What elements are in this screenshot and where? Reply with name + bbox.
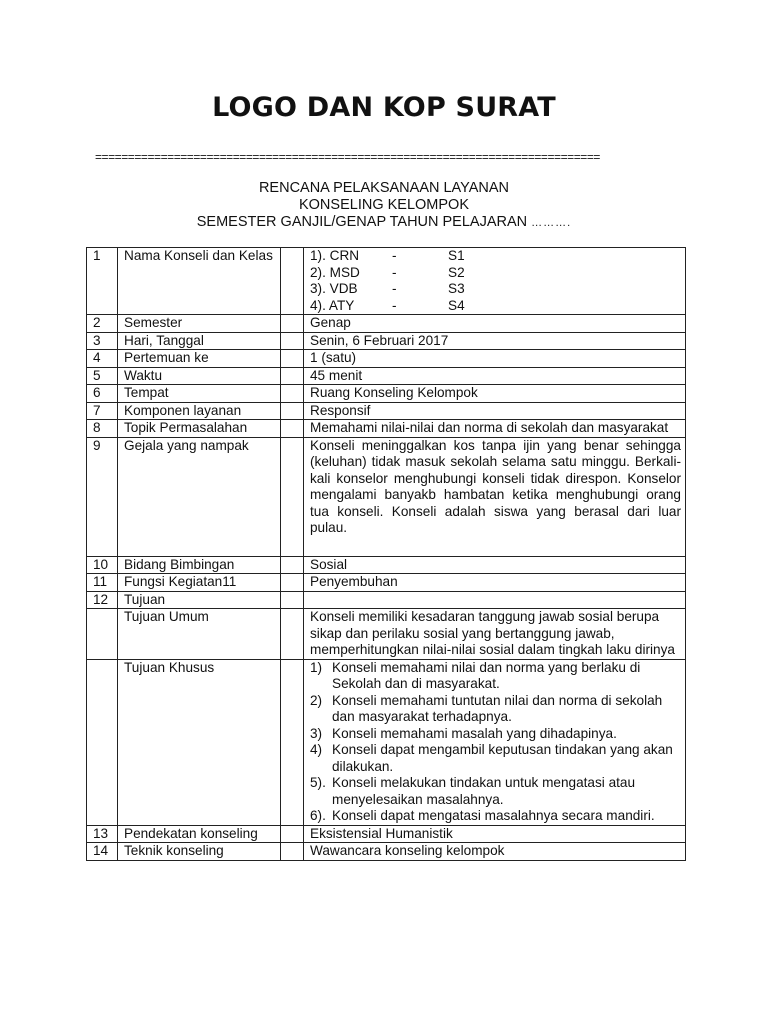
separator-cell	[281, 437, 304, 556]
name-code: 1). CRN	[310, 248, 360, 263]
separator-line: =============================================================================	[95, 150, 600, 164]
row-label: Teknik konseling	[118, 843, 281, 861]
table-row	[87, 556, 686, 574]
table-row	[87, 350, 686, 368]
item-text: Konseli memahami tuntutan nilai dan norma di sekolah dan masyarakat terhadapnya.	[332, 692, 663, 724]
row-value: 45 menit	[304, 367, 686, 385]
table-row	[87, 402, 686, 420]
row-label: Tujuan Khusus	[118, 659, 281, 825]
row-number: 12	[87, 591, 118, 609]
table-row	[87, 574, 686, 592]
separator-cell	[281, 350, 304, 368]
name-code: 2). MSD	[310, 264, 360, 280]
separator-cell	[281, 315, 304, 333]
row-number: 1	[87, 248, 118, 315]
separator-cell	[281, 332, 304, 350]
row-label: Topik Permasalahan	[118, 420, 281, 438]
table-row	[87, 825, 686, 843]
table-row	[87, 248, 686, 315]
name-dash: -	[392, 264, 397, 280]
row-value: Memahami nilai-nilai dan norma di sekolah dan masyarakat	[304, 420, 686, 438]
row-label: Fungsi Kegiatan11	[118, 574, 281, 592]
row-label: Hari, Tanggal	[118, 332, 281, 350]
table-row	[87, 591, 686, 609]
row-value	[304, 591, 686, 609]
name-class: S2	[448, 264, 465, 280]
separator-cell	[281, 609, 304, 660]
document-heading-line3	[0, 214, 768, 232]
name-class: S4	[448, 297, 465, 313]
table-row	[87, 315, 686, 333]
row-value: Konseli memiliki kesadaran tanggung jawab sosial berupa sikap dan perilaku sosial yang bertanggung jawab, memperhitungkan nilai-nilai sosial dalam tingkah laku dirinya	[304, 609, 686, 660]
row-value: Konseli meninggalkan kos tanpa ijin yang benar sehingga (keluhan) tidak masuk sekolah selama satu minggu. Berkali-kali konselor menghubungi konseli tidak direspon. Konselor mengalami banyakb hambatan ketika menghubungi orang tua konseli. Konseli adalah siswa yang berasal dari luar pulau.	[304, 437, 686, 556]
row-value: Responsif	[304, 402, 686, 420]
table-row	[87, 332, 686, 350]
separator-cell	[281, 825, 304, 843]
name-dash: -	[392, 248, 397, 263]
table-row	[87, 437, 686, 556]
table-row	[87, 609, 686, 660]
row-label: Tempat	[118, 385, 281, 403]
name-class: S1	[448, 248, 465, 263]
item-text: Konseli memahami masalah yang dihadapinya.	[332, 725, 617, 741]
separator-cell	[281, 556, 304, 574]
row-value: Genap	[304, 315, 686, 333]
name-dash: -	[392, 297, 397, 313]
item-number: 1)	[310, 659, 323, 675]
row-label: Nama Konseli dan Kelas	[118, 248, 281, 315]
name-code: 4). ATY	[310, 297, 355, 313]
separator-cell	[281, 574, 304, 592]
row-number: 5	[87, 367, 118, 385]
row-label: Semester	[118, 315, 281, 333]
plan-table	[86, 247, 686, 861]
table-row	[87, 843, 686, 861]
row-label: Bidang Bimbingan	[118, 556, 281, 574]
list-item	[310, 775, 681, 808]
item-number: 2)	[310, 692, 323, 708]
row-number: 6	[87, 385, 118, 403]
row-label: Pertemuan ke	[118, 350, 281, 368]
row-number: 7	[87, 402, 118, 420]
heading-year-placeholder: ……….	[531, 217, 572, 229]
letterhead-title: LOGO DAN KOP SURAT	[212, 92, 556, 123]
item-text: Konseli dapat mengatasi masalahnya secara mandiri.	[332, 808, 655, 823]
list-item	[310, 808, 681, 825]
row-number: 4	[87, 350, 118, 368]
row-value: Senin, 6 Februari 2017	[304, 332, 686, 350]
table-row	[87, 659, 686, 825]
separator-cell	[281, 367, 304, 385]
row-value-goals	[304, 659, 686, 825]
name-entry	[310, 265, 681, 282]
name-entry	[310, 281, 681, 298]
name-dash: -	[392, 281, 397, 296]
row-number: 9	[87, 437, 118, 556]
table-row	[87, 385, 686, 403]
row-value: Ruang Konseling Kelompok	[304, 385, 686, 403]
separator-cell	[281, 843, 304, 861]
list-item	[310, 726, 681, 743]
row-label: Waktu	[118, 367, 281, 385]
document-heading-line1: RENCANA PELAKSANAAN LAYANAN	[258, 180, 510, 196]
row-number: 10	[87, 556, 118, 574]
document-heading-line2: KONSELING KELOMPOK	[298, 197, 470, 213]
row-value-names	[304, 248, 686, 315]
row-number: 2	[87, 315, 118, 333]
row-value: 1 (satu)	[304, 350, 686, 368]
separator-cell	[281, 659, 304, 825]
specific-goals-list	[310, 660, 681, 825]
item-number: 3)	[310, 725, 323, 741]
heading-semester-text: SEMESTER GANJIL/GENAP TAHUN PELAJARAN	[196, 214, 528, 230]
row-number-empty	[87, 609, 118, 660]
item-text: Konseli memahami nilai dan norma yang berlaku di Sekolah dan di masyarakat.	[332, 659, 641, 691]
table-row	[87, 367, 686, 385]
row-value: Eksistensial Humanistik	[304, 825, 686, 843]
separator-cell	[281, 385, 304, 403]
row-label: Tujuan Umum	[118, 609, 281, 660]
row-number: 13	[87, 825, 118, 843]
item-number: 6).	[310, 808, 326, 823]
row-label: Tujuan	[118, 591, 281, 609]
separator-cell	[281, 402, 304, 420]
item-text: Konseli dapat mengambil keputusan tindakan yang akan dilakukan.	[332, 742, 673, 774]
item-number: 5).	[310, 775, 326, 790]
row-label: Gejala yang nampak	[118, 437, 281, 556]
row-number: 11	[87, 574, 118, 592]
separator-cell	[281, 420, 304, 438]
row-value: Sosial	[304, 556, 686, 574]
separator-cell	[281, 248, 304, 315]
name-entry	[310, 298, 681, 315]
list-item	[310, 660, 681, 693]
row-number: 8	[87, 420, 118, 438]
row-label: Pendekatan konseling	[118, 825, 281, 843]
item-number: 4)	[310, 742, 323, 757]
table-row	[87, 420, 686, 438]
name-code: 3). VDB	[310, 281, 358, 296]
list-item	[310, 693, 681, 726]
row-value: Wawancara konseling kelompok	[304, 843, 686, 861]
list-item	[310, 742, 681, 775]
row-number: 3	[87, 332, 118, 350]
row-number-empty	[87, 659, 118, 825]
name-entry	[310, 248, 681, 265]
name-class: S3	[448, 281, 465, 296]
row-label: Komponen layanan	[118, 402, 281, 420]
separator-cell	[281, 591, 304, 609]
row-number: 14	[87, 843, 118, 861]
item-text: Konseli melakukan tindakan untuk mengatasi atau menyelesaikan masalahnya.	[332, 775, 636, 807]
row-value: Penyembuhan	[304, 574, 686, 592]
